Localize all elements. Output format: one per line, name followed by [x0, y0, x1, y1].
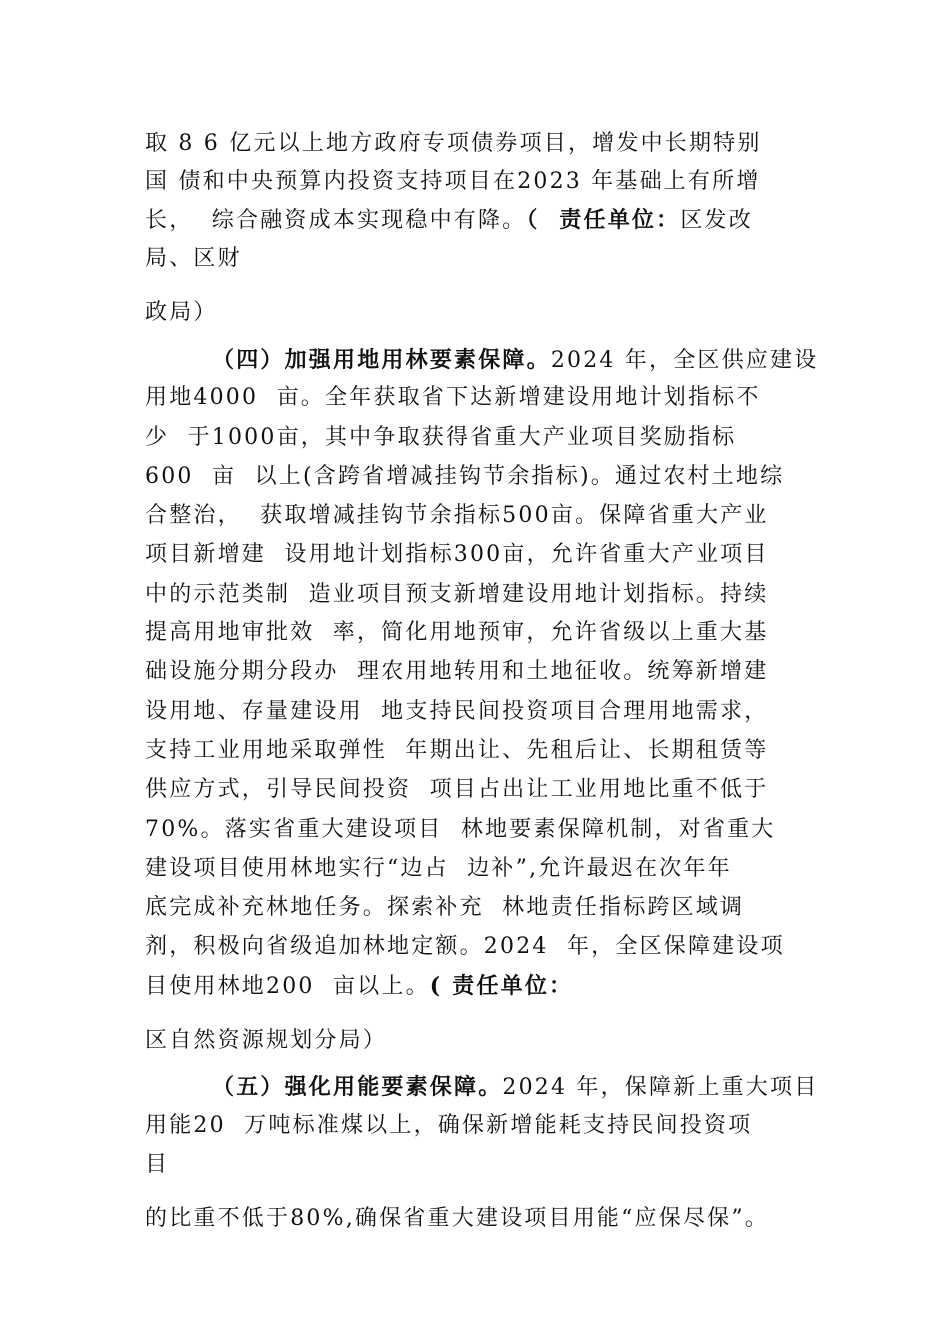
body-line: 供应方式，引导民间投资 项目占出让工业用地比重不低于 [145, 777, 769, 802]
body-line: 的比重不低于80%,确保省重大建设项目用能“应保尽保”。 [145, 1206, 769, 1231]
body-line: 支持工业用地采取弹性 年期出让、先租后让、长期租赁等 [145, 738, 769, 763]
body-text: 长， 综合融资成本实现稳中有降。 [145, 208, 527, 233]
body-line: 础设施分期分段办 理农用地转用和土地征收。统筹新增建 [145, 659, 769, 684]
body-line: 剂，积极向省级追加林地定额。2024 年，全区保障建设项 [145, 934, 785, 959]
body-line: 用地4000 亩。全年获取省下达新增建设用地计划指标不 [145, 385, 761, 410]
body-line: 局、区财 [145, 246, 242, 271]
body-line: 目 [145, 1152, 170, 1177]
body-line: 70%。落实省重大建设项目 林地要素保障机制，对省重大 [145, 817, 776, 842]
body-line: 区自然资源规划分局） [145, 1028, 388, 1053]
section-heading: （五）强化用能要素保障。 [212, 1074, 503, 1100]
body-line: 设用地、存量建设用 地支持民间投资项目合理用地需求， [145, 699, 769, 724]
body-line: 中的示范类制 造业项目预支新增建设用地计划指标。持续 [145, 582, 769, 607]
body-line: 600 亩 以上(含跨省增减挂钩节余指标)。通过农村土地综 [145, 464, 785, 489]
section-heading-line [212, 343, 818, 378]
body-text: 2024 年，全区供应建设 [550, 348, 819, 373]
body-line: 合整治， 获取增减挂钩节余指标500亩。保障省重大产业 [145, 503, 769, 528]
body-text: 目使用林地200 亩以上。 [145, 974, 430, 999]
body-line [145, 969, 573, 1004]
responsibility-label: （ 责任单位： [526, 207, 681, 233]
body-line [145, 203, 753, 238]
body-line: 政局） [145, 300, 218, 325]
body-text: 2024 年，保障新上重大项目 [502, 1075, 819, 1100]
body-line: 少 于1000亩，其中争取获得省重大产业项目奖励指标 [145, 425, 737, 450]
responsibility-label: ( 责任单位： [429, 973, 574, 999]
body-line: 提高用地审批效 率，简化用地预审，允许省级以上重大基 [145, 620, 769, 645]
section-heading: （四）加强用地用林要素保障。 [212, 347, 551, 373]
body-line: 国 债和中央预算内投资支持项目在2023 年基础上有所增 [145, 169, 761, 194]
body-line: 取 8 6 亿元以上地方政府专项债券项目，增发中长期特别 [145, 131, 762, 156]
section-heading-line [212, 1070, 818, 1105]
body-line: 用能20 万吨标准煤以上，确保新增能耗支持民间投资项 [145, 1113, 753, 1138]
body-line: 项目新增建 设用地计划指标300亩，允许省重大产业项目 [145, 542, 769, 567]
body-line: 建设项目使用林地实行“边占 边补”,允许最迟在次年年 [145, 856, 732, 881]
body-line: 底完成补充林地任务。探索补充 林地责任指标跨区域调 [145, 895, 745, 920]
body-text: 区发改 [680, 208, 753, 233]
